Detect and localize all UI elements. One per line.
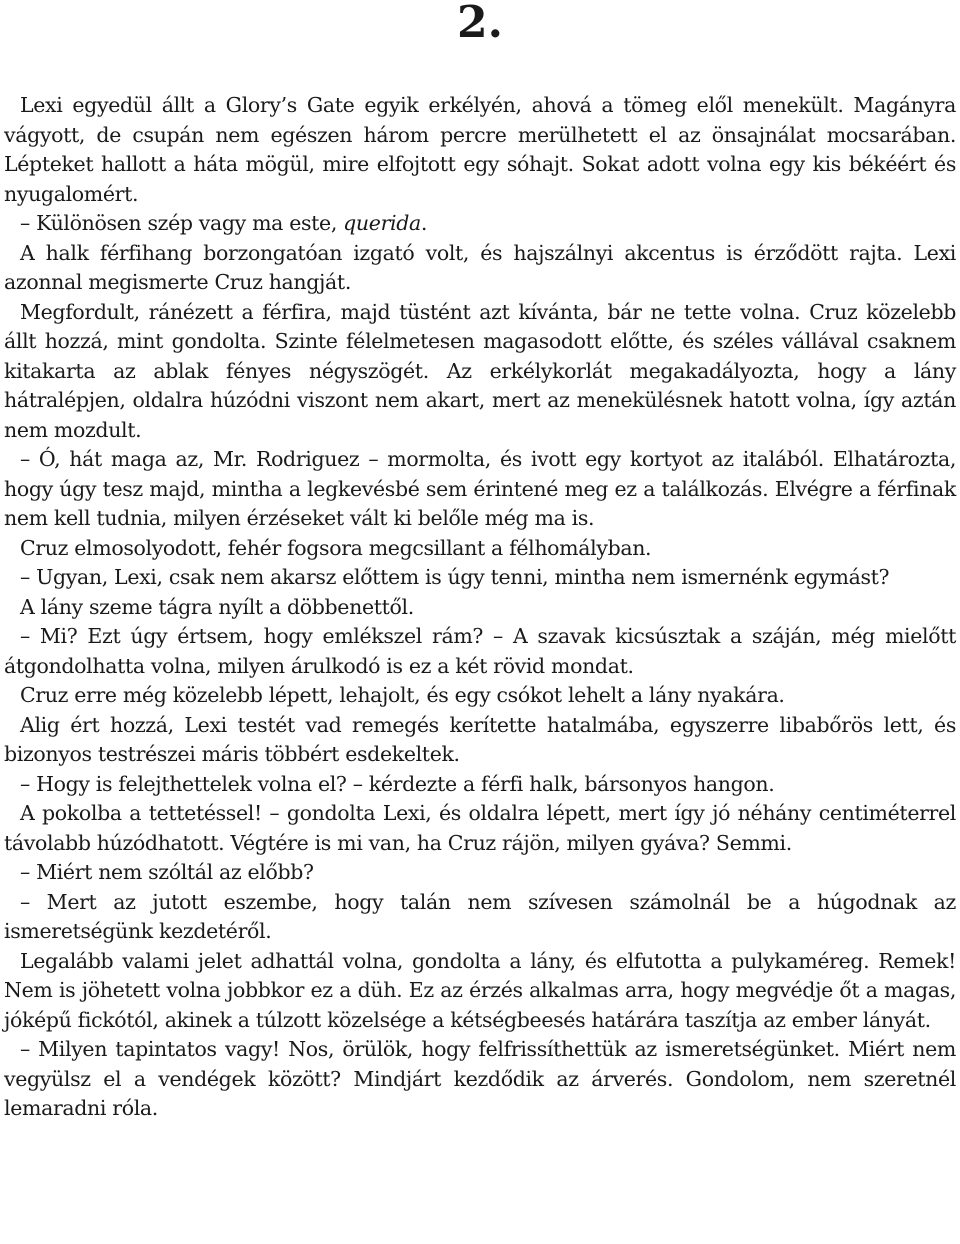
paragraph: – Mi? Ezt úgy értsem, hogy emlékszel rám? – A szavak kicsúsztak a száján, még mielőtt átgondolhatta volna, milyen árulkodó is ez a két rövid mondat. [4,624,956,678]
paragraph: A pokolba a tettetéssel! – gondolta Lexi, és oldalra lépett, mert így jó néhány centiméterrel távolabb húzódhatott. Végtére is mi van, ha Cruz rájön, milyen gyáva? Semmi. [4,801,956,855]
paragraph-dialogue [4,209,956,239]
paragraph: Alig ért hozzá, Lexi testét vad remegés kerítette hatalmába, egyszerre libabőrös lett, és bizonyos testrészei máris többért esdekeltek. [4,712,956,766]
paragraph: Cruz elmosolyodott, fehér fogsora megcsillant a félhomályban. [20,535,652,560]
paragraph: – Mert az jutott eszembe, hogy talán nem szívesen számolnál be a húgodnak az ismeretségünk kezdetéről. [4,889,956,943]
paragraph: – Ó, hát maga az, Mr. Rodriguez – mormolta, és ivott egy kortyot az italából. Elhatározta, hogy úgy tesz majd, mintha a legkevésbé sem érintené meg ez a találkozás. Elvégre a férfinak nem kell tudnia, milyen érzéseket vált ki belőle még ma is. [4,447,956,530]
dialogue-punctuation: . [420,211,428,235]
chapter-text [4,91,956,1124]
italic-word: querida [343,211,421,235]
paragraph: Cruz erre még közelebb lépett, lehajolt, és egy csókot lehelt a lány nyakára. [20,683,785,707]
chapter-number: 2. [457,0,503,48]
paragraph: – Miért nem szóltál az előbb? [20,860,314,884]
paragraph: – Milyen tapintatos vagy! Nos, örülök, hogy felfrissíthettük az ismeretségünket. Miért nem vegyülsz el a vendégek között? Mindjárt kezdődik az árverés. Gondolom, nem szeretnél lemaradni róla. [4,1037,956,1120]
paragraph: – Ugyan, Lexi, csak nem akarsz előttem is úgy tenni, mintha nem ismernénk egymást? [20,565,890,589]
paragraph: – Hogy is felejthettelek volna el? – kérdezte a férfi halk, bársonyos hangon. [20,771,775,796]
paragraph: Lexi egyedül állt a Glory’s Gate egyik erkélyén, ahová a tömeg elől menekült. Magányra vágyott, de csupán nem egészen három percre merülhetett el az önsajnálat mocsarában. Lépteket hallott a háta mögül, mire elfojtott egy sóhajt. Sokat adott volna egy kis békéért és nyugalomért. [4,93,956,206]
paragraph: Legalább valami jelet adhattál volna, gondolta a lány, és elfutotta a pulykaméreg. Remek! Nem is jöhetett volna jobbkor ez a düh. Ez az érzés alkalmas arra, hogy megvédje őt a magas, jóképű fickótól, akinek a túlzott közelsége a kétségbeesés határára taszítja az ember lányát. [4,948,956,1032]
dialogue-text: – Különösen szép vagy ma este, [20,211,344,235]
paragraph: A halk férfihang borzongatóan izgató volt, és hajszálnyi akcentus is érződött rajta. Lexi azonnal megismerte Cruz hangját. [4,240,956,294]
paragraph: Megfordult, ránézett a férfira, majd tüstént azt kívánta, bár ne tette volna. Cruz közelebb állt hozzá, mint gondolta. Szinte félelmetesen magasodott előtte, és széles vállával csaknem kitakarta az ablak fényes négyszögét. Az erkélykorlát megakadályozta, hogy a lány hátralépjen, oldalra húzódni viszont nem akart, mert az menekülésnek hatott volna, így aztán nem mozdult. [4,299,956,442]
paragraph: A lány szeme tágra nyílt a döbbenettől. [20,594,414,619]
